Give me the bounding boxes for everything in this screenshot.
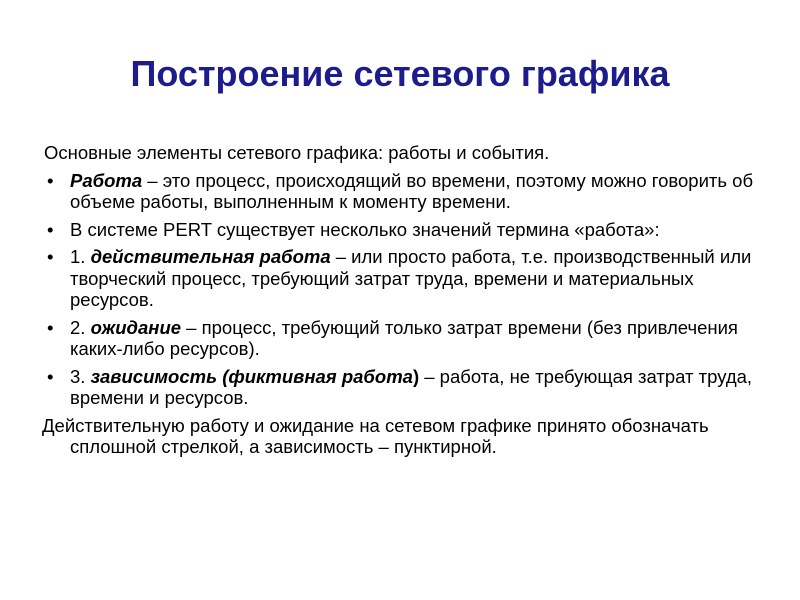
bullet-list: [42, 170, 772, 409]
bullet-item-waiting: [42, 317, 772, 360]
term-waiting: ожидание: [90, 316, 182, 338]
bullet-icon: •: [47, 246, 54, 267]
bullet-number: 1.: [70, 246, 91, 267]
term-closing-paren: ): [412, 365, 420, 387]
conclusion-paragraph: Действительную работу и ожидание на сетевом графике принято обозначать сплошной стрелкой, а зависимость – пунктирной.: [42, 414, 709, 457]
bullet-item-work-definition: [42, 170, 772, 213]
bullet-item-actual-work: [42, 246, 772, 311]
bullet-text: – процесс, требующий только затрат времени (без привлечения каких-либо ресурсов).: [70, 316, 738, 359]
bullet-text: – это процесс, происходящий во времени, поэтому можно говорить об объеме работы, выполненным к моменту времени.: [70, 169, 754, 212]
term-actual-work: действительная работа: [90, 246, 331, 267]
term-work: Работа: [70, 169, 143, 191]
bullet-number: 2.: [70, 316, 91, 338]
bullet-item-pert-meanings: [42, 219, 772, 241]
bullet-icon: •: [47, 169, 54, 191]
bullet-text: – или просто работа, т.е. производственный или творческий процесс, требующий затрат труда, времени и материальных ресурсов.: [70, 246, 752, 310]
bullet-item-dependency: [42, 366, 772, 409]
slide-body: [42, 142, 772, 464]
bullet-icon: •: [47, 218, 54, 240]
intro-paragraph: Основные элементы сетевого графика: работы и события.: [44, 142, 550, 163]
bullet-text: В системе PERT существует несколько значений термина «работа»:: [70, 218, 660, 240]
bullet-icon: •: [47, 316, 54, 338]
bullet-number: 3.: [70, 365, 91, 387]
bullet-icon: •: [47, 365, 54, 387]
slide-title: Построение сетевого графика: [130, 53, 670, 94]
term-dependency: зависимость (фиктивная работа: [90, 365, 413, 387]
bullet-text: – работа, не требующая затрат труда, времени и ресурсов.: [70, 365, 753, 408]
